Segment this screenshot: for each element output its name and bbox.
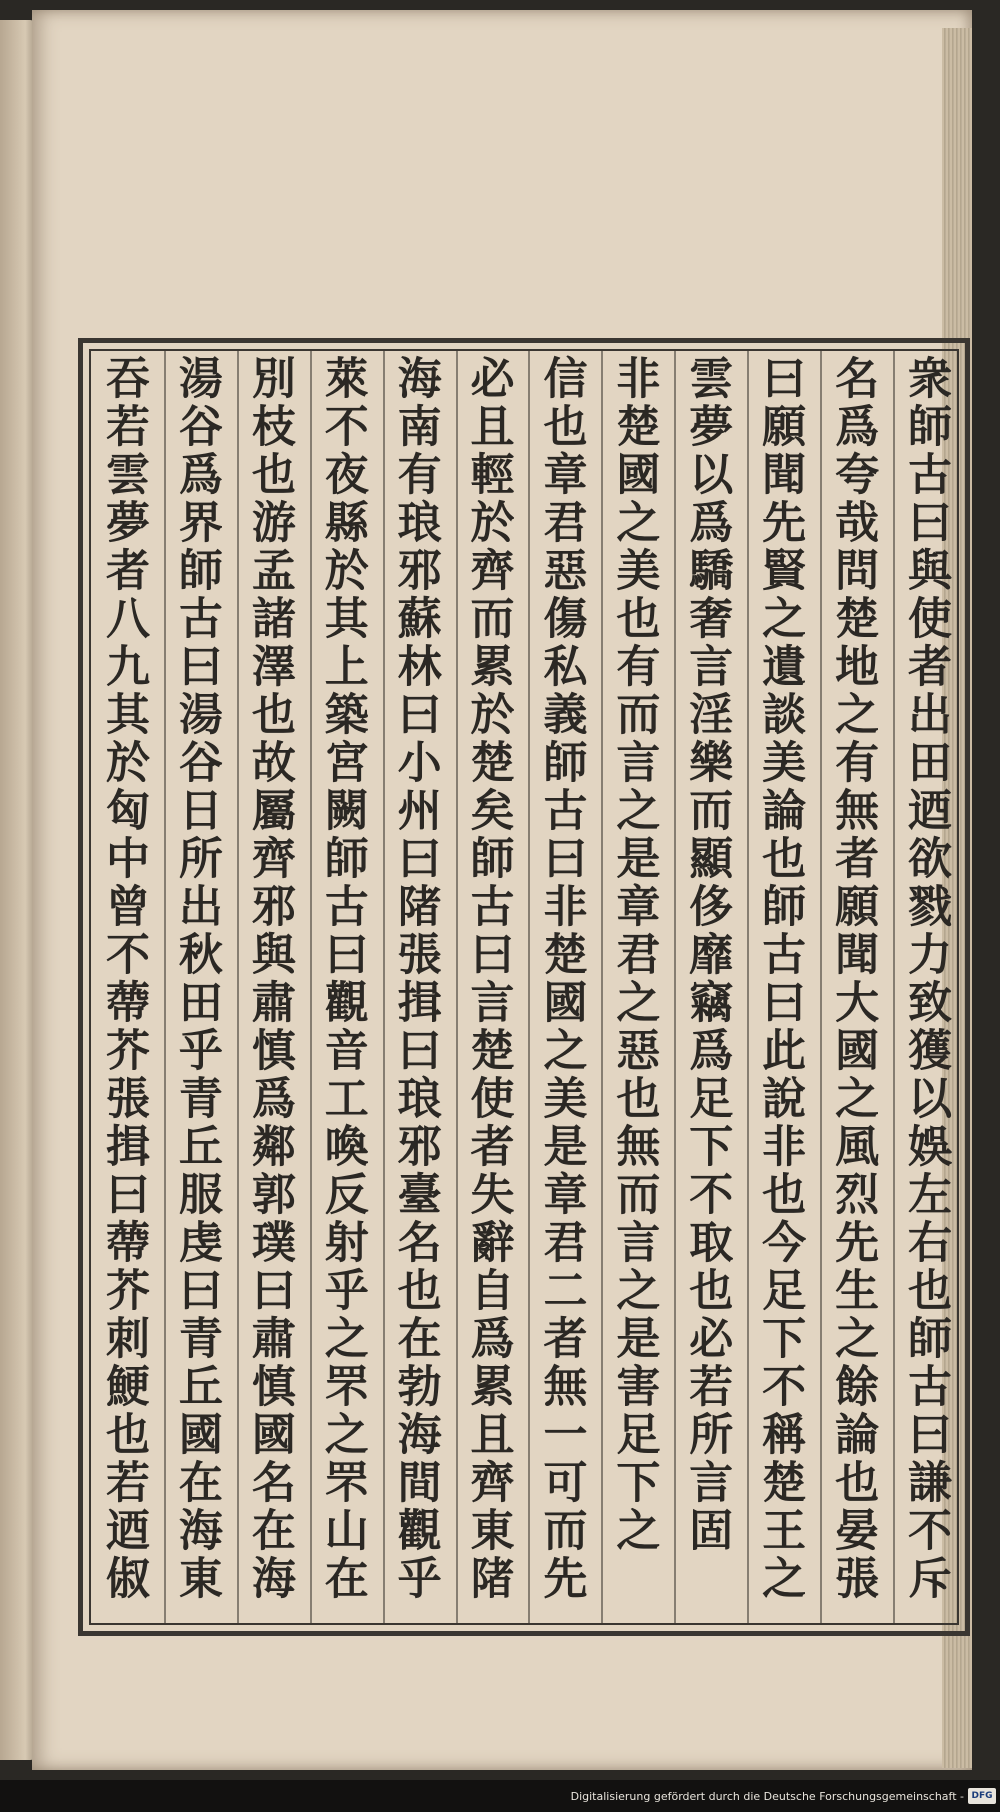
text-column: 非楚國之美也有而言之是章君之惡也無而言之是害足下之	[601, 351, 665, 1623]
previous-page-edge	[0, 20, 36, 1760]
text-column: 必且輕於齊而累於楚矣師古曰言楚使者失辭自爲累且齊東陼	[456, 351, 520, 1623]
text-column: 萊不夜縣於其上築宮闕師古曰觀音工喚反射乎之罘之罘山在	[310, 351, 374, 1623]
digitization-credit: Digitalisierung gefördert durch die Deutsche Forschungsgemeinschaft -	[570, 1790, 964, 1803]
text-columns	[91, 351, 957, 1623]
text-column: 海南有琅邪蘇林曰小州曰陼張揖曰琅邪臺名也在勃海間觀乎	[383, 351, 447, 1623]
text-column: 名爲夸哉問楚地之有無者願聞大國之風烈先生之餘論也晏張	[820, 351, 884, 1623]
text-column: 吞若雲夢者八九其於匈中曾不蔕芥張揖曰蔕芥刺鯁也若迺俶	[98, 355, 149, 1603]
text-column: 曰願聞先賢之遺談美論也師古曰此說非也今足下不稱楚王之	[747, 351, 811, 1623]
text-column: 衆師古曰與使者出田迺欲戮力致獲以娛左右也師古曰謙不斥	[893, 351, 957, 1623]
text-column: 別枝也游孟諸澤也故屬齊邪與肅慎爲鄰郭璞曰肅慎國名在海	[237, 351, 301, 1623]
dfg-logo: DFG	[968, 1788, 996, 1804]
text-frame	[78, 338, 970, 1636]
text-column: 信也章君惡傷私義師古曰非楚國之美是章君二者無一可而先	[528, 351, 592, 1623]
text-column: 雲夢以爲驕奢言淫樂而顯侈靡竊爲足下不取也必若所言固	[674, 351, 738, 1623]
text-column: 湯谷爲界師古曰湯谷日所出秋田乎青丘服虔曰青丘國在海東	[164, 351, 228, 1623]
